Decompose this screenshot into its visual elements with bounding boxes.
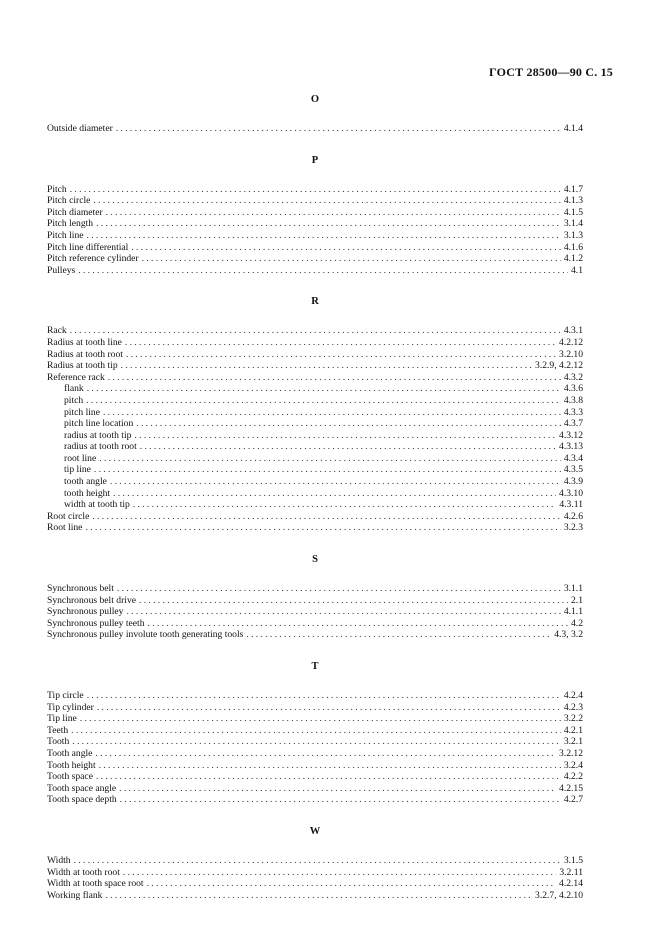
index-entry bbox=[47, 195, 583, 207]
dot-leader bbox=[108, 372, 561, 384]
index-entry bbox=[47, 629, 583, 641]
index-entry bbox=[47, 265, 583, 277]
entry-term: Tooth space depth bbox=[47, 794, 117, 806]
dot-leader bbox=[136, 418, 561, 430]
section-entries bbox=[47, 690, 583, 806]
dot-leader bbox=[86, 395, 561, 407]
entry-term: Tip circle bbox=[47, 690, 84, 701]
dot-leader bbox=[78, 265, 568, 277]
entry-term: Radius at tooth tip bbox=[47, 360, 118, 372]
entry-term: Synchronous belt bbox=[47, 583, 114, 595]
dot-leader bbox=[87, 230, 561, 242]
dot-leader bbox=[85, 522, 560, 534]
index-entry bbox=[47, 242, 583, 254]
entry-reference: 3.2.4 bbox=[563, 759, 583, 771]
entry-reference: 4.1.3 bbox=[563, 195, 583, 207]
section-entries bbox=[47, 325, 583, 534]
entry-term: pitch line bbox=[64, 406, 100, 418]
index-entry bbox=[47, 890, 583, 902]
entry-term: Pitch line bbox=[47, 229, 84, 241]
index-entry bbox=[47, 218, 583, 230]
entry-reference: 2.1 bbox=[571, 594, 583, 606]
entry-reference: 4.3.6 bbox=[563, 383, 583, 395]
entry-term: Synchronous pulley teeth bbox=[47, 617, 145, 629]
entry-term: Tooth space angle bbox=[47, 782, 117, 794]
index-entry bbox=[47, 337, 583, 349]
dot-leader bbox=[142, 253, 561, 265]
section-letter: R bbox=[311, 296, 319, 308]
entry-term: Tooth bbox=[47, 736, 70, 748]
entry-reference: 3.1.3 bbox=[563, 229, 583, 241]
entry-term: Tip cylinder bbox=[47, 701, 94, 713]
index-subentry bbox=[47, 407, 583, 419]
entry-reference: 3.1.5 bbox=[563, 854, 583, 866]
entry-reference: 4.2.6 bbox=[563, 510, 583, 522]
section-entries bbox=[47, 855, 583, 901]
entry-term: Reference rack bbox=[47, 371, 105, 383]
dot-leader bbox=[120, 794, 561, 806]
index-entry bbox=[47, 794, 583, 806]
dot-leader bbox=[106, 207, 561, 219]
index-entry bbox=[47, 618, 583, 630]
entry-reference: 4.3.8 bbox=[563, 394, 583, 406]
entry-term: Synchronous pulley bbox=[47, 606, 124, 618]
entry-term: Teeth bbox=[47, 724, 69, 736]
entry-term: radius at tooth tip bbox=[64, 429, 132, 441]
entry-reference: 4.1 bbox=[571, 264, 583, 276]
index-entry bbox=[47, 349, 583, 361]
entry-reference: 3.2.11 bbox=[559, 866, 583, 878]
entry-reference: 4.3.10 bbox=[559, 487, 583, 499]
entry-reference: 3.2.1 bbox=[563, 736, 583, 748]
entry-term: Synchronous pulley involute tooth generating tools bbox=[47, 629, 244, 641]
dot-leader bbox=[96, 771, 561, 783]
page-header: ГОСТ 28500—90 С. 15 bbox=[489, 65, 613, 79]
entry-term: Pitch circle bbox=[47, 195, 91, 207]
index-entry bbox=[47, 522, 583, 534]
entry-reference: 4.2.15 bbox=[559, 782, 583, 794]
index-subentry bbox=[47, 395, 583, 407]
index-entry bbox=[47, 783, 583, 795]
dot-leader bbox=[110, 476, 561, 488]
index-entry bbox=[47, 595, 583, 607]
index-subentry bbox=[47, 383, 583, 395]
entry-reference: 3.2.10 bbox=[559, 348, 583, 360]
index-subentry bbox=[47, 476, 583, 488]
entry-term: Tooth height bbox=[47, 759, 96, 771]
dot-leader bbox=[116, 123, 561, 135]
entry-term: Pitch line differential bbox=[47, 241, 129, 253]
dot-leader bbox=[148, 618, 568, 630]
entry-term: Tooth space bbox=[47, 771, 93, 783]
section-entries bbox=[47, 583, 583, 641]
entry-term: Width at tooth space root bbox=[47, 878, 144, 890]
index-entry bbox=[47, 725, 583, 737]
entry-reference: 3.1.4 bbox=[563, 218, 583, 230]
dot-leader bbox=[147, 878, 556, 890]
index-entry bbox=[47, 184, 583, 196]
entry-reference: 3.2.12 bbox=[559, 747, 583, 759]
section-letter: S bbox=[312, 554, 318, 566]
entry-term: Pitch reference cylinder bbox=[47, 253, 139, 265]
entry-reference: 4.1.5 bbox=[563, 206, 583, 218]
entry-reference: 4.2.7 bbox=[563, 794, 583, 806]
index-subentry bbox=[47, 430, 583, 442]
index-entry bbox=[47, 771, 583, 783]
dot-leader bbox=[105, 890, 532, 902]
dot-leader bbox=[87, 383, 561, 395]
entry-reference: 4.3.12 bbox=[559, 429, 583, 441]
dot-leader bbox=[96, 218, 561, 230]
dot-leader bbox=[123, 867, 556, 879]
entry-term: Pitch length bbox=[47, 218, 94, 230]
dot-leader bbox=[94, 464, 561, 476]
entry-reference: 4.3.2 bbox=[563, 371, 583, 383]
entry-reference: 4.3.13 bbox=[559, 441, 583, 453]
entry-term: Root line bbox=[47, 522, 83, 534]
index-entry bbox=[47, 372, 583, 384]
entry-reference: 4.2.3 bbox=[563, 701, 583, 713]
dot-leader bbox=[72, 736, 561, 748]
dot-leader bbox=[133, 499, 557, 511]
entry-term: Root circle bbox=[47, 510, 90, 522]
entry-term: Pitch bbox=[47, 183, 67, 195]
entry-reference: 4.2.14 bbox=[559, 878, 583, 890]
index-entry bbox=[47, 606, 583, 618]
entry-reference: 4.2.2 bbox=[563, 771, 583, 783]
entry-term: Width bbox=[47, 854, 71, 866]
entry-term: Working flank bbox=[47, 889, 103, 901]
dot-leader bbox=[125, 337, 556, 349]
entry-reference: 4.3.11 bbox=[559, 499, 583, 511]
entry-term: tip line bbox=[64, 464, 91, 476]
index-entry bbox=[47, 360, 583, 372]
entry-reference: 4.3.1 bbox=[563, 325, 583, 337]
dot-leader bbox=[70, 325, 561, 337]
entry-reference: 4.1.6 bbox=[563, 241, 583, 253]
entry-term: pitch line location bbox=[64, 418, 134, 430]
index-subentry bbox=[47, 453, 583, 465]
entry-term: width at tooth tip bbox=[64, 499, 130, 511]
index-entry bbox=[47, 253, 583, 265]
index-entry bbox=[47, 713, 583, 725]
dot-leader bbox=[134, 430, 556, 442]
entry-reference: 4.2 bbox=[571, 617, 583, 629]
entry-term: tooth height bbox=[64, 487, 111, 499]
index-entry bbox=[47, 878, 583, 890]
entry-reference: 4.2.12 bbox=[559, 336, 583, 348]
entry-term: pitch bbox=[64, 394, 84, 406]
dot-leader bbox=[99, 760, 561, 772]
entry-term: root line bbox=[64, 452, 97, 464]
index-entry bbox=[47, 123, 583, 135]
section-letter: P bbox=[311, 154, 319, 166]
entry-term: Pitch diameter bbox=[47, 206, 103, 218]
dot-leader bbox=[93, 195, 560, 207]
index-entry bbox=[47, 230, 583, 242]
entry-reference: 4.1.7 bbox=[563, 183, 583, 195]
entry-reference: 3.2.9, 4.2.12 bbox=[535, 360, 583, 372]
entry-reference: 4.1.2 bbox=[563, 253, 583, 265]
entry-term: radius at tooth root bbox=[64, 441, 137, 453]
dot-leader bbox=[121, 360, 532, 372]
index-subentry bbox=[47, 441, 583, 453]
index-entry bbox=[47, 207, 583, 219]
section-letter: W bbox=[309, 825, 321, 837]
entry-term: Tooth angle bbox=[47, 747, 93, 759]
entry-term: flank bbox=[64, 383, 84, 395]
dot-leader bbox=[131, 242, 560, 254]
dot-leader bbox=[97, 702, 561, 714]
index-entry bbox=[47, 748, 583, 760]
term-index bbox=[47, 94, 583, 921]
index-subentry bbox=[47, 488, 583, 500]
dot-leader bbox=[87, 690, 561, 702]
index-entry bbox=[47, 583, 583, 595]
index-entry bbox=[47, 760, 583, 772]
dot-leader bbox=[126, 606, 560, 618]
dot-leader bbox=[246, 629, 551, 641]
section-entries bbox=[47, 184, 583, 277]
dot-leader bbox=[71, 725, 561, 737]
entry-reference: 4.3.3 bbox=[563, 406, 583, 418]
dot-leader bbox=[74, 855, 561, 867]
entry-reference: 4.1.4 bbox=[563, 123, 583, 134]
dot-leader bbox=[80, 713, 561, 725]
entry-term: Radius at tooth root bbox=[47, 348, 123, 360]
index-entry bbox=[47, 702, 583, 714]
index-subentry bbox=[47, 499, 583, 511]
dot-leader bbox=[119, 783, 556, 795]
entry-reference: 3.2.3 bbox=[563, 522, 583, 534]
entry-reference: 3.1.1 bbox=[563, 583, 583, 595]
entry-reference: 4.3.7 bbox=[563, 418, 583, 430]
section-entries bbox=[47, 123, 583, 135]
entry-term: Tip line bbox=[47, 713, 77, 725]
entry-reference: 4.1.1 bbox=[563, 606, 583, 618]
entry-term: Synchronous belt drive bbox=[47, 594, 136, 606]
index-subentry bbox=[47, 418, 583, 430]
dot-leader bbox=[103, 407, 561, 419]
dot-leader bbox=[70, 184, 561, 196]
entry-reference: 4.2.4 bbox=[563, 690, 583, 701]
entry-reference: 4.3.5 bbox=[563, 464, 583, 476]
dot-leader bbox=[99, 453, 561, 465]
index-entry bbox=[47, 325, 583, 337]
dot-leader bbox=[139, 595, 568, 607]
dot-leader bbox=[92, 511, 560, 523]
entry-term: Outside diameter bbox=[47, 123, 113, 134]
entry-term: Pulleys bbox=[47, 264, 76, 276]
dot-leader bbox=[117, 583, 561, 595]
section-letter: O bbox=[310, 94, 320, 105]
index-subentry bbox=[47, 464, 583, 476]
index-entry bbox=[47, 736, 583, 748]
dot-leader bbox=[113, 488, 556, 500]
entry-term: Radius at tooth line bbox=[47, 336, 122, 348]
entry-reference: 4.3.9 bbox=[563, 476, 583, 488]
entry-reference: 4.2.1 bbox=[563, 724, 583, 736]
entry-term: tooth angle bbox=[64, 476, 107, 488]
index-entry bbox=[47, 511, 583, 523]
section-letter: T bbox=[311, 661, 319, 672]
entry-reference: 3.2.2 bbox=[563, 713, 583, 725]
index-entry bbox=[47, 690, 583, 702]
dot-leader bbox=[95, 748, 556, 760]
entry-term: Rack bbox=[47, 325, 67, 337]
entry-reference: 3.2.7, 4.2.10 bbox=[535, 889, 583, 901]
entry-reference: 4.3.4 bbox=[563, 452, 583, 464]
entry-term: Width at tooth root bbox=[47, 866, 120, 878]
index-entry bbox=[47, 867, 583, 879]
dot-leader bbox=[140, 441, 556, 453]
entry-reference: 4.3, 3.2 bbox=[554, 629, 583, 641]
dot-leader bbox=[126, 349, 556, 361]
index-entry bbox=[47, 855, 583, 867]
